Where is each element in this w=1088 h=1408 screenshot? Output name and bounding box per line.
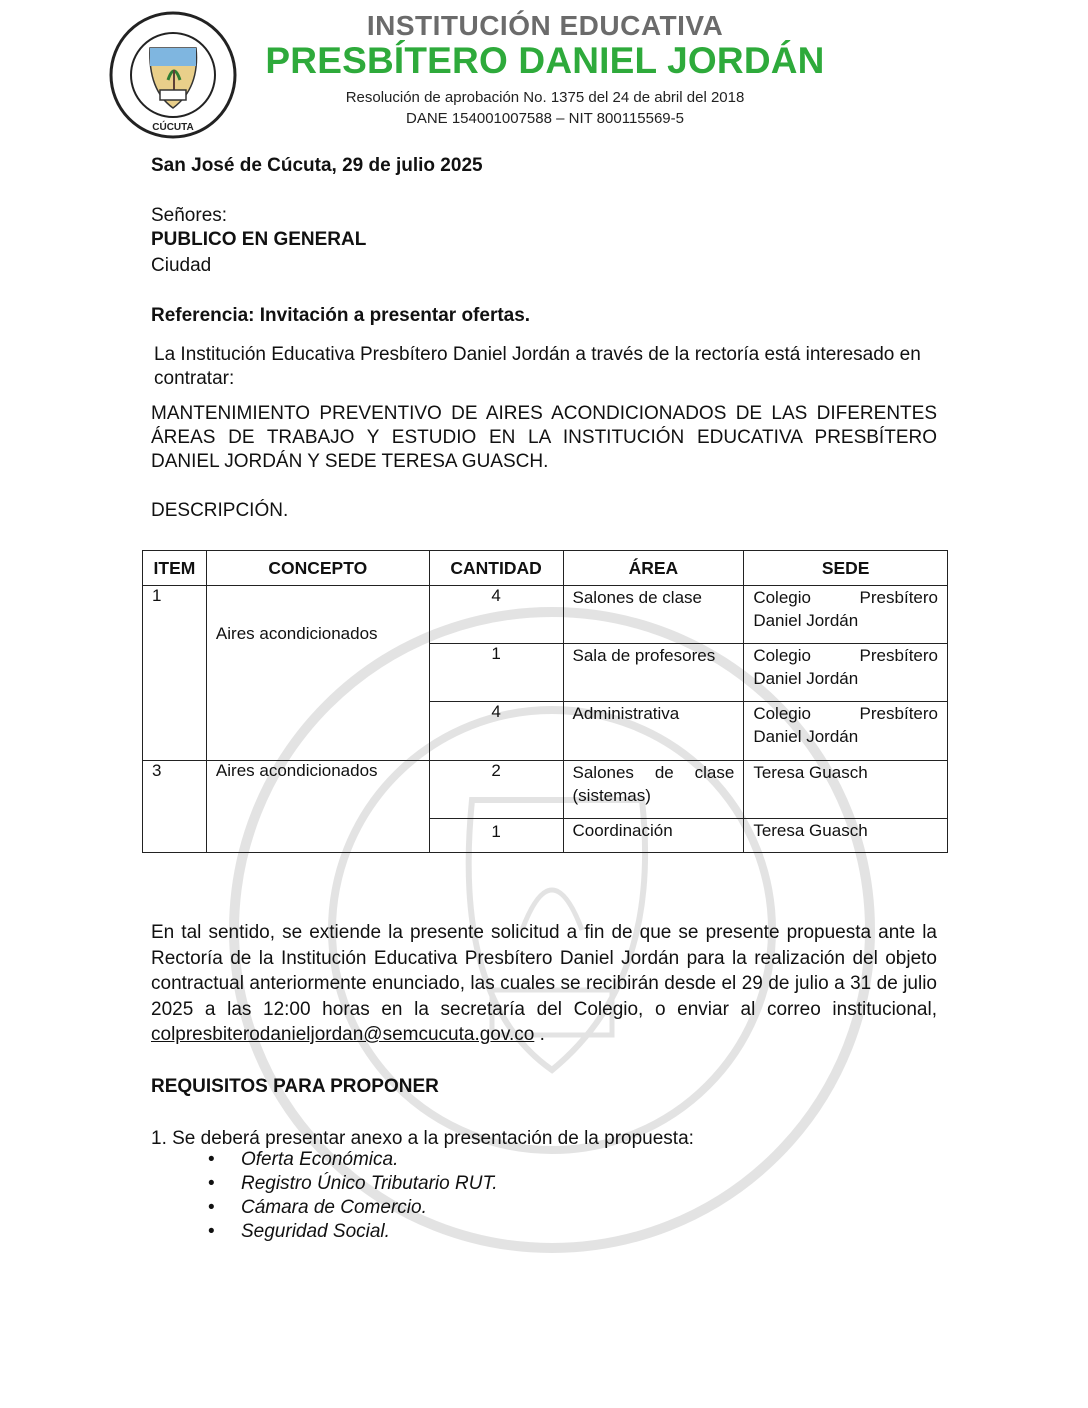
header-item: ITEM <box>143 551 207 586</box>
cell-area: Administrativa <box>563 702 744 761</box>
institution-seal-icon <box>108 10 238 140</box>
cell-cantidad: 2 <box>429 761 563 819</box>
cell-item: 1 <box>143 586 207 761</box>
cell-sede: Colegio Presbítero Daniel Jordán <box>744 644 948 702</box>
intro-paragraph: La Institución Educativa Presbítero Daniel Jordán a través de la rectoría está interesado en contratar: <box>154 344 921 389</box>
table-row <box>143 761 948 819</box>
requirements-heading: REQUISITOS PARA PROPONER <box>151 1076 439 1097</box>
recipient: PUBLICO EN GENERAL <box>151 229 367 250</box>
cell-sede: Colegio Presbítero Daniel Jordán <box>744 702 948 761</box>
cell-sede: Colegio Presbítero Daniel Jordán <box>744 586 948 644</box>
salutation: Señores: <box>151 205 228 226</box>
list-item: • Oferta Económica. <box>200 1148 498 1172</box>
svg-text:CÚCUTA: CÚCUTA <box>152 122 194 133</box>
list-item: • Seguridad Social. <box>200 1220 498 1244</box>
description-heading: DESCRIPCIÓN. <box>151 500 289 521</box>
description-table <box>142 550 948 853</box>
closing-text: En tal sentido, se extiende la presente solicitud a fin de que se presente propuesta ante la Rectoría de la Institución Educativa Presbítero Daniel Jordán para la realización del objeto contractual anteriormente enunciado, las cuales se recibirán desde el 29 de julio a 31 de julio 2025 a las 12:00 horas en la secretaría del Colegio, o enviar al correo institucional, <box>151 922 937 1020</box>
institutional-email-link[interactable]: colpresbiterodanieljordan@semcucuta.gov.co <box>151 1024 535 1045</box>
contract-object: MANTENIMIENTO PREVENTIVO DE AIRES ACONDICIONADOS DE LAS DIFERENTES ÁREAS DE TRABAJO Y ESTUDIO EN LA INSTITUCIÓN EDUCATIVA PRESBÍTERO DANIEL JORDÁN Y SEDE TERESA GUASCH. <box>151 403 937 472</box>
cell-cantidad: 4 <box>429 702 563 761</box>
closing-paragraph <box>151 920 937 1048</box>
requirement-item-1: 1. Se deberá presentar anexo a la presentación de la propuesta: <box>151 1128 694 1149</box>
recipient-city: Ciudad <box>151 255 212 276</box>
header-area: ÁREA <box>563 551 744 586</box>
cell-area: Coordinación <box>563 819 744 853</box>
cell-cantidad: 1 <box>429 819 563 853</box>
resolution-line: Resolución de aprobación No. 1375 del 24 de abril del 2018 <box>345 89 745 106</box>
cell-area: Salones de clase (sistemas) <box>563 761 744 819</box>
cell-sede: Teresa Guasch <box>744 819 948 853</box>
cell-sede: Teresa Guasch <box>744 761 948 819</box>
cell-cantidad: 4 <box>429 586 563 644</box>
reference-line: Referencia: Invitación a presentar ofertas. <box>151 305 531 326</box>
cell-item: 3 <box>143 761 207 853</box>
table-header-row <box>143 551 948 586</box>
requirements-bullet-list <box>200 1148 498 1244</box>
header-concepto: CONCEPTO <box>206 551 429 586</box>
closing-trailing: . <box>534 1024 545 1045</box>
table-row <box>143 586 948 644</box>
date-line: San José de Cúcuta, 29 de julio 2025 <box>151 155 483 176</box>
cell-area: Salones de clase <box>563 586 744 644</box>
cell-area: Sala de profesores <box>563 644 744 702</box>
cell-concepto: Aires acondicionados <box>206 586 429 761</box>
dane-nit-line: DANE 154001007588 – NIT 800115569-5 <box>406 110 684 127</box>
list-item: • Cámara de Comercio. <box>200 1196 498 1220</box>
cell-cantidad: 1 <box>429 644 563 702</box>
institution-name-line1: INSTITUCIÓN EDUCATIVA <box>366 10 724 41</box>
header-cantidad: CANTIDAD <box>429 551 563 586</box>
institution-name-line2: PRESBÍTERO DANIEL JORDÁN <box>265 40 825 81</box>
header-sede: SEDE <box>744 551 948 586</box>
cell-concepto: Aires acondicionados <box>206 761 429 853</box>
list-item: • Registro Único Tributario RUT. <box>200 1172 498 1196</box>
